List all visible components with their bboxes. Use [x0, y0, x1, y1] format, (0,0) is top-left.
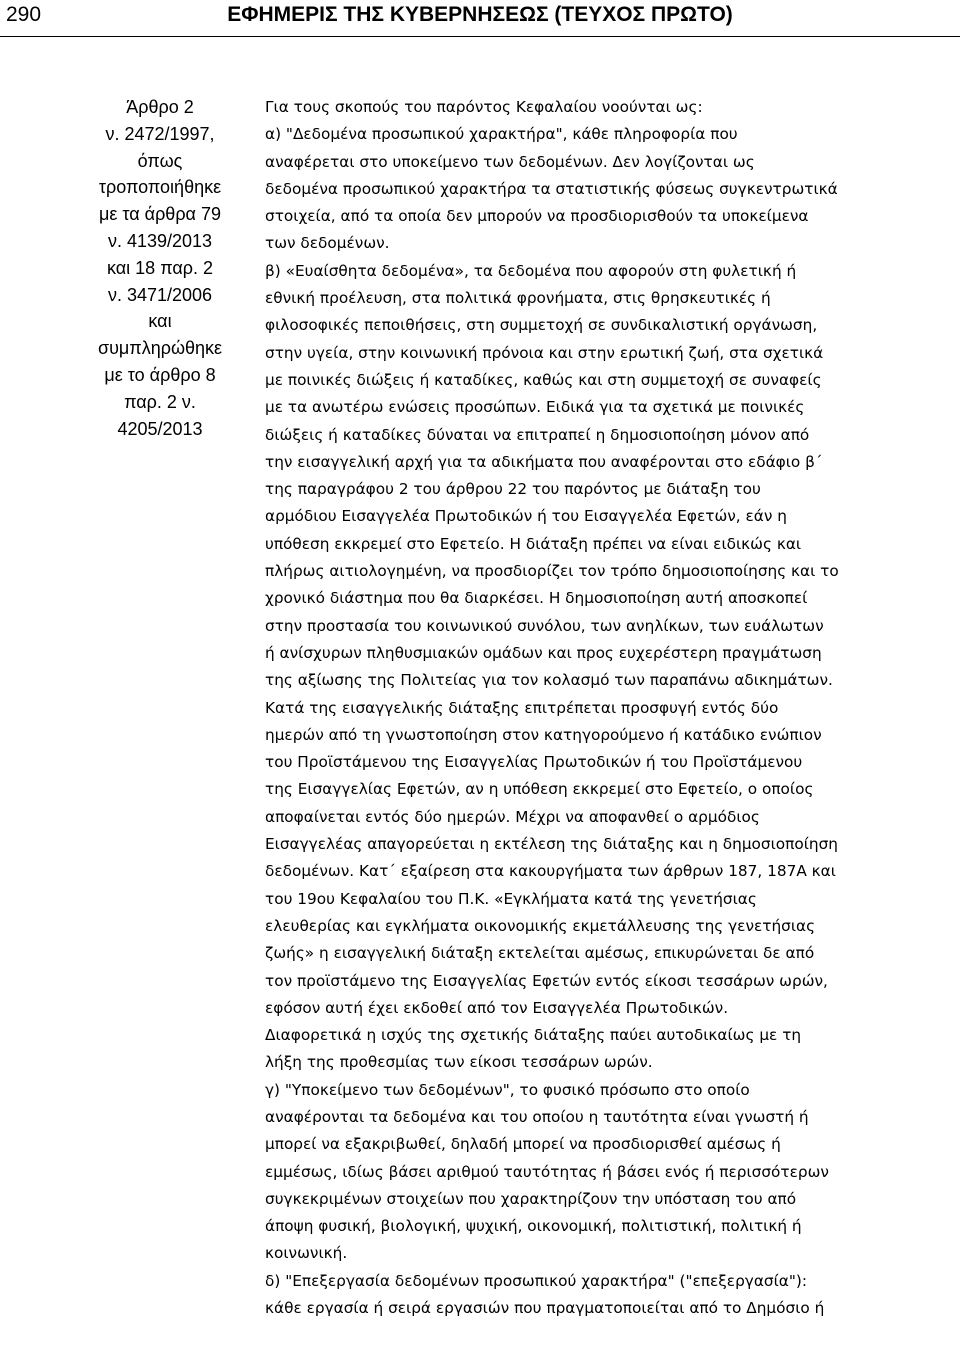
sidebar-line: με τα άρθρα 79 [99, 204, 221, 225]
body-line: στην υγεία, στην κοινωνική πρόνοια και στην ερωτική ζωή, στα σχετικά [265, 343, 824, 362]
body-line: άποψη φυσική, βιολογική, ψυχική, οικονομική, πολιτιστική, πολιτική ή [265, 1217, 802, 1236]
sidebar-line: 4205/2013 [117, 418, 203, 439]
body-line: ημερών από τη γνωστοποίηση στον κατηγορούμενο ή κατάδικο ενώπιον [265, 725, 822, 744]
body-line: ζωής» η εισαγγελική διάταξη εκτελείται αμέσως, επικυρώνεται δε από [265, 944, 815, 963]
body-line: τον προϊστάμενο της Εισαγγελίας Εφετών εντός είκοσι τεσσάρων ωρών, [265, 971, 828, 990]
body-line: στην προστασία του κοινωνικού συνόλου, των ανηλίκων, των ευάλωτων [265, 616, 824, 635]
body-line: πλήρως αιτιολογημένη, να προσδιορίζει τον τρόπο δημοσιοποίησης και το [265, 562, 839, 581]
body-line: Για τους σκοπούς του παρόντος Κεφαλαίου νοούνται ως: [265, 98, 703, 116]
sidebar-line: τροποποιήθηκε [98, 177, 222, 198]
sidebar-line: συμπληρώθηκε [97, 338, 223, 359]
body-line: ελευθερίας και εγκλήματα οικονομικής εκμετάλλευσης της γενετήσιας [265, 916, 816, 935]
sidebar-line: και [148, 311, 172, 332]
body-line: των δεδομένων. [265, 234, 390, 253]
body-line: εφόσον αυτή έχει εκδοθεί από τον Εισαγγελέα Πρωτοδικών. [265, 998, 729, 1017]
body-line: αναφέρονται τα δεδομένα και του οποίου η ταυτότητα είναι γνωστή ή [265, 1107, 809, 1126]
body-line: δεδομένων. Κατ΄ εξαίρεση στα κακουργήματα των άρθρων 187, 187Α και [265, 862, 836, 881]
body-line: στοιχεία, από τα οποία δεν μπορούν να προσδιορισθούν τα υποκείμενα [265, 207, 809, 226]
gazette-title: ΕΦΗΜΕΡΙΣ ΤΗΣ ΚΥΒΕΡΝΗΣΕΩΣ (ΤΕΥΧΟΣ ΠΡΩΤΟ) [227, 3, 733, 26]
body-line: δεδομένα προσωπικού χαρακτήρα τα στατιστικής φύσεως συγκεντρωτικά [265, 179, 838, 198]
sidebar-line: παρ. 2 ν. [124, 391, 196, 412]
body-line: α) "Δεδομένα προσωπικού χαρακτήρα", κάθε πληροφορία που [265, 125, 738, 144]
body-line: φιλοσοφικές πεποιθήσεις, στη συμμετοχή σε συνδικαλιστική οργάνωση, [265, 316, 818, 335]
body-line: με τα ανωτέρω ενώσεις προσώπων. Ειδικά για τα σχετικά με ποινικές [265, 398, 805, 417]
body-line: Διαφορετικά η ισχύς της σχετικής διάταξης παύει αυτοδικαίως με τη [265, 1026, 802, 1045]
body-line: γ) "Υποκείμενο των δεδομένων", το φυσικό πρόσωπο στο οποίο [265, 1080, 750, 1099]
sidebar-line: ν. 4139/2013 [107, 230, 213, 251]
body-line: αρμόδιου Εισαγγελέα Πρωτοδικών ή του Εισαγγελέα Εφετών, εάν η [265, 507, 787, 526]
sidebar-line: όπως [137, 150, 183, 171]
sidebar-line: με το άρθρο 8 [104, 364, 216, 385]
sidebar-line: Άρθρο 2 [126, 97, 194, 117]
legal-reference-sidebar [70, 94, 250, 442]
header-divider [0, 36, 960, 37]
body-line: κάθε εργασία ή σειρά εργασιών που πραγματοποιείται από το Δημόσιο ή [265, 1299, 825, 1318]
body-line: της παραγράφου 2 του άρθρου 22 του παρόντος με διάταξη του [265, 480, 761, 499]
sidebar-line: ν. 2472/1997, [105, 123, 215, 144]
page-number: 290 [6, 3, 42, 26]
article-body [265, 94, 930, 1322]
sidebar-line: και 18 παρ. 2 [106, 257, 214, 278]
body-line: του 19ου Κεφαλαίου του Π.Κ. «Εγκλήματα κατά της γενετήσιας [265, 889, 757, 908]
body-line: με ποινικές διώξεις ή καταδίκες, καθώς και στη συμμετοχή σε συναφείς [265, 370, 822, 389]
body-line: υπόθεση εκκρεμεί στο Εφετείο. Η διάταξη πρέπει να είναι ειδικώς και [265, 534, 802, 553]
body-line: Εισαγγελέας απαγορεύεται η εκτέλεση της διάταξης και η δημοσιοποίηση [265, 835, 838, 854]
body-line: μπορεί να εξακριβωθεί, δηλαδή μπορεί να προσδιορισθεί αμέσως ή [265, 1135, 781, 1154]
body-line: διώξεις ή καταδίκες δύναται να επιτραπεί η δημοσιοποίηση μόνον από [265, 425, 810, 444]
body-line: ή ανίσχυρων πληθυσμιακών ομάδων και προς ευχερέστερη πραγμάτωση [265, 643, 822, 662]
body-line: του Προϊστάμενου της Εισαγγελίας Πρωτοδικών ή του Προϊστάμενου [265, 753, 803, 772]
body-line: εμμέσως, ιδίως βάσει αριθμού ταυτότητας ή βάσει ενός ή περισσότερων [265, 1162, 829, 1181]
body-line: εθνική προέλευση, στα πολιτικά φρονήματα, στις θρησκευτικές ή [265, 289, 771, 308]
body-line: χρονικό διάστημα που θα διαρκέσει. Η δημοσιοποίηση αυτή αποσκοπεί [265, 589, 808, 608]
body-line: αποφαίνεται εντός δύο ημερών. Μέχρι να αποφανθεί ο αρμόδιος [265, 807, 760, 826]
body-line: της Εισαγγελίας Εφετών, αν η υπόθεση εκκρεμεί στο Εφετείο, ο οποίος [265, 780, 814, 799]
body-line: κοινωνική. [265, 1244, 348, 1263]
body-line: συγκεκριμένων στοιχείων που χαρακτηρίζουν την υπόσταση του από [265, 1189, 797, 1208]
body-line: την εισαγγελική αρχή για τα αδικήματα που αναφέρονται στο εδάφιο β΄ [265, 452, 823, 471]
page-header [0, 0, 960, 32]
body-line: λήξη της προθεσμίας των είκοσι τεσσάρων ωρών. [265, 1053, 653, 1072]
sidebar-line: ν. 3471/2006 [107, 284, 213, 305]
body-line: αναφέρεται στο υποκείμενο των δεδομένων. Δεν λογίζονται ως [265, 152, 755, 171]
body-line: β) «Ευαίσθητα δεδομένα», τα δεδομένα που αφορούν στη φυλετική ή [265, 261, 797, 280]
body-line: Κατά της εισαγγελικής διάταξης επιτρέπεται προσφυγή εντός δύο [265, 698, 779, 717]
body-line: δ) "Επεξεργασία δεδομένων προσωπικού χαρακτήρα" ("επεξεργασία"): [265, 1271, 808, 1290]
body-line: της αξίωσης της Πολιτείας για τον κολασμό των παραπάνω αδικημάτων. [265, 671, 833, 690]
